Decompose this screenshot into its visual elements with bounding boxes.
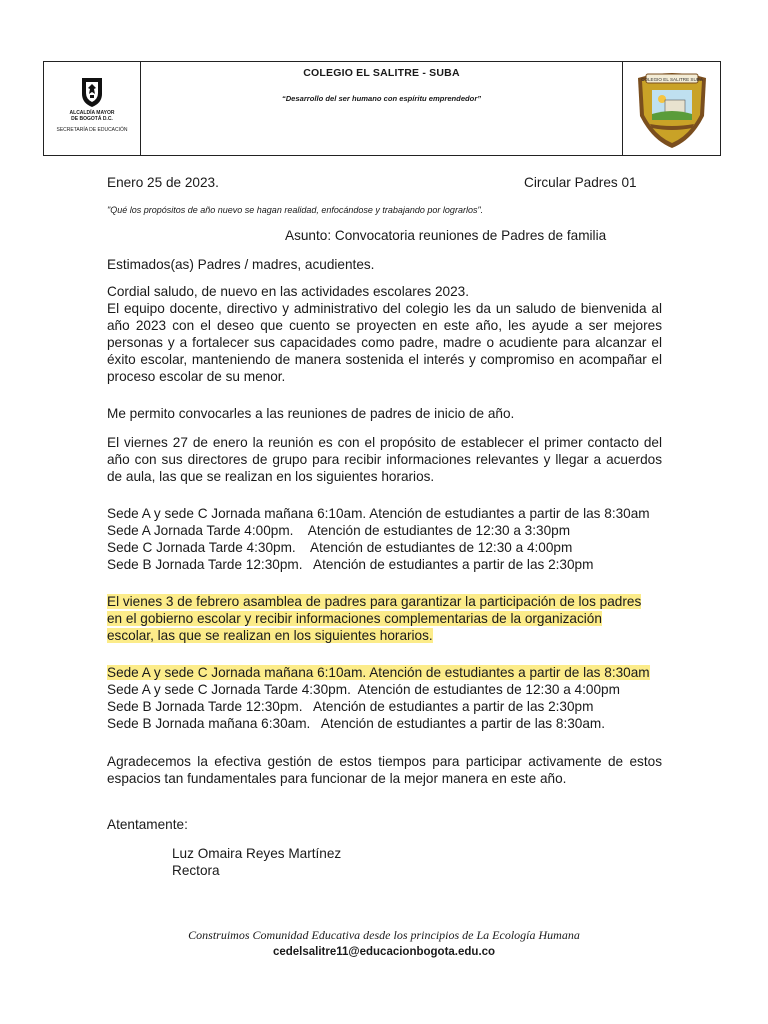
assembly-paragraph	[107, 593, 641, 644]
schedule-item: Sede A Jornada Tarde 4:00pm. Atención de estudiantes de 12:30 a 3:30pm	[107, 523, 571, 538]
schedule-item: Sede B Jornada mañana 6:30am. Atención de estudiantes a partir de las 8:30am.	[107, 716, 606, 731]
thanks-paragraph: Agradecemos la efectiva gestión de estos tiempos para participar activamente de estos espacios tan fundamentales para funcionar de la mejor manera en este año.	[107, 754, 662, 786]
schedule-list-1	[107, 505, 650, 573]
schedule-list-2	[107, 664, 650, 732]
signer-role: Rectora	[172, 863, 220, 878]
circular-number: Circular Padres 01	[524, 175, 637, 190]
alcaldia-label: ALCALDÍA MAYOR DE BOGOTÁ D.C.	[69, 110, 115, 122]
crest-banner-text: COLEGIO EL SALITRE SUBA	[641, 77, 703, 82]
new-year-quote: "Qué los propósitos de año nuevo se hagan realidad, enfocándose y trabajando por lograrlos".	[107, 205, 484, 215]
footer-tagline: Construimos Comunidad Educativa desde los principios de La Ecología Humana	[188, 928, 580, 942]
schedule-item: Sede B Jornada Tarde 12:30pm. Atención de estudiantes a partir de las 2:30pm	[107, 699, 594, 714]
convocation-line: Me permito convocarles a las reuniones de padres de inicio de año.	[107, 406, 515, 421]
school-crest-icon	[632, 68, 712, 150]
schedule-item: Sede A y sede C Jornada Tarde 4:30pm. Atención de estudiantes de 12:30 a 4:00pm	[107, 682, 620, 697]
highlighted-text: El vienes 3 de febrero asamblea de padres para garantizar la participación de los padres	[107, 594, 642, 609]
intro-line: Cordial saludo, de nuevo en las actividades escolares 2023.	[107, 284, 469, 299]
footer-email: cedelsalitre11@educacionbogota.edu.co	[272, 946, 496, 958]
schedule-item: Sede A y sede C Jornada mañana 6:10am. Atención de estudiantes a partir de las 8:30am	[107, 506, 650, 521]
alcaldia-logo-cell	[44, 62, 141, 155]
secretaria-label: SECRETARÍA DE EDUCACIÓN	[56, 127, 128, 133]
intro-paragraph: El equipo docente, directivo y administrativo del colegio les da un saludo de bienvenida al año 2023 con el deseo que cuento se proyecten en este año, les ayude a ser mejores personas y a fortalecer sus capacidades como padre, madre o acudiente para alcanzar el éxito escolar, manteniendo de manera sostenida el interés y compromiso en acompañar el proceso escolar de su menor.	[107, 301, 662, 384]
highlighted-text: en el gobierno escolar y recibir informaciones complementarias de la organización	[107, 611, 602, 626]
signer-name: Luz Omaira Reyes Martínez	[172, 846, 342, 861]
closing-line: Atentamente:	[107, 817, 188, 832]
schedule-item: Sede B Jornada Tarde 12:30pm. Atención de estudiantes a partir de las 2:30pm	[107, 557, 594, 572]
friday-meeting-paragraph: El viernes 27 de enero la reunión es con el propósito de establecer el primer contacto del año con sus directores de grupo para recibir informaciones relevantes y llegar a acuerdos de aula, las que se realizan en los siguientes horarios.	[107, 435, 662, 484]
letterhead-title-cell	[141, 62, 622, 155]
school-name: COLEGIO EL SALITRE - SUBA	[303, 67, 460, 79]
highlighted-schedule-item: Sede A y sede C Jornada mañana 6:10am. Atención de estudiantes a partir de las 8:30am	[107, 665, 650, 680]
school-crest-cell	[622, 62, 720, 155]
schedule-item: Sede C Jornada Tarde 4:30pm. Atención de estudiantes de 12:30 a 4:00pm	[107, 540, 573, 555]
letterhead-table	[43, 61, 721, 156]
letter-date: Enero 25 de 2023.	[107, 175, 219, 190]
letter-subject: Asunto: Convocatoria reuniones de Padres de familia	[285, 228, 607, 243]
school-motto: “Desarrollo del ser humano con espíritu emprendedor”	[281, 94, 482, 103]
letter-greeting: Estimados(as) Padres / madres, acudientes.	[107, 257, 375, 272]
highlighted-text: escolar, las que se realizan en los siguientes horarios.	[107, 628, 433, 643]
bogota-shield-icon	[80, 76, 104, 108]
